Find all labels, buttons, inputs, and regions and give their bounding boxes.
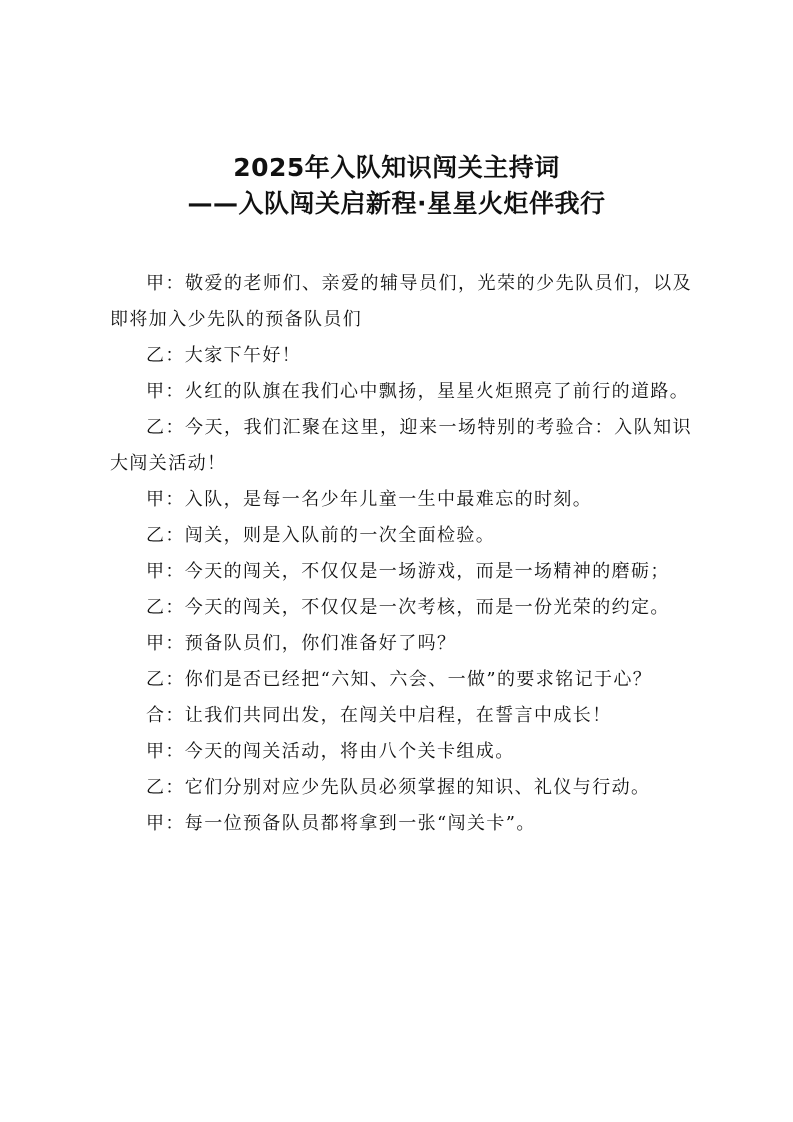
paragraph: 乙：今天，我们汇聚在这里，迎来一场特别的考验合：入队知识大闯关活动！ — [110, 417, 692, 474]
paragraph: 甲：入队，是每一名少年儿童一生中最难忘的时刻。 — [146, 489, 593, 510]
paragraph: 甲：今天的闯关，不仅仅是一场游戏，而是一场精神的磨砺； — [146, 561, 670, 582]
paragraph: 乙：它们分别对应少先队员必须掌握的知识、礼仪与行动。 — [146, 777, 651, 798]
paragraph: 甲：每一位预备队员都将拿到一张“闯关卡”。 — [146, 813, 536, 834]
paragraph: 甲：预备队员们，你们准备好了吗？ — [146, 633, 457, 654]
paragraph: 乙：你们是否已经把“六知、六会、一做”的要求铭记于心？ — [146, 669, 653, 690]
paragraph: 合：让我们共同出发，在闯关中启程，在誓言中成长！ — [146, 705, 612, 726]
document-subtitle: ——入队闯关启新程·星星火炬伴我行 — [187, 189, 606, 218]
document-body — [110, 266, 692, 842]
paragraph: 乙：今天的闯关，不仅仅是一次考核，而是一份光荣的约定。 — [146, 597, 670, 618]
document-title: 2025年入队知识闯关主持词 — [233, 153, 560, 182]
paragraph: 乙：大家下午好！ — [146, 345, 302, 366]
paragraph: 甲：火红的队旗在我们心中飘扬，星星火炬照亮了前行的道路。 — [146, 381, 690, 402]
paragraph: 甲：敬爱的老师们、亲爱的辅导员们，光荣的少先队员们，以及即将加入少先队的预备队员们 — [110, 273, 692, 330]
paragraph: 甲：今天的闯关活动，将由八个关卡组成。 — [146, 741, 515, 762]
paragraph: 乙：闯关，则是入队前的一次全面检验。 — [146, 525, 496, 546]
title-block — [0, 150, 793, 222]
